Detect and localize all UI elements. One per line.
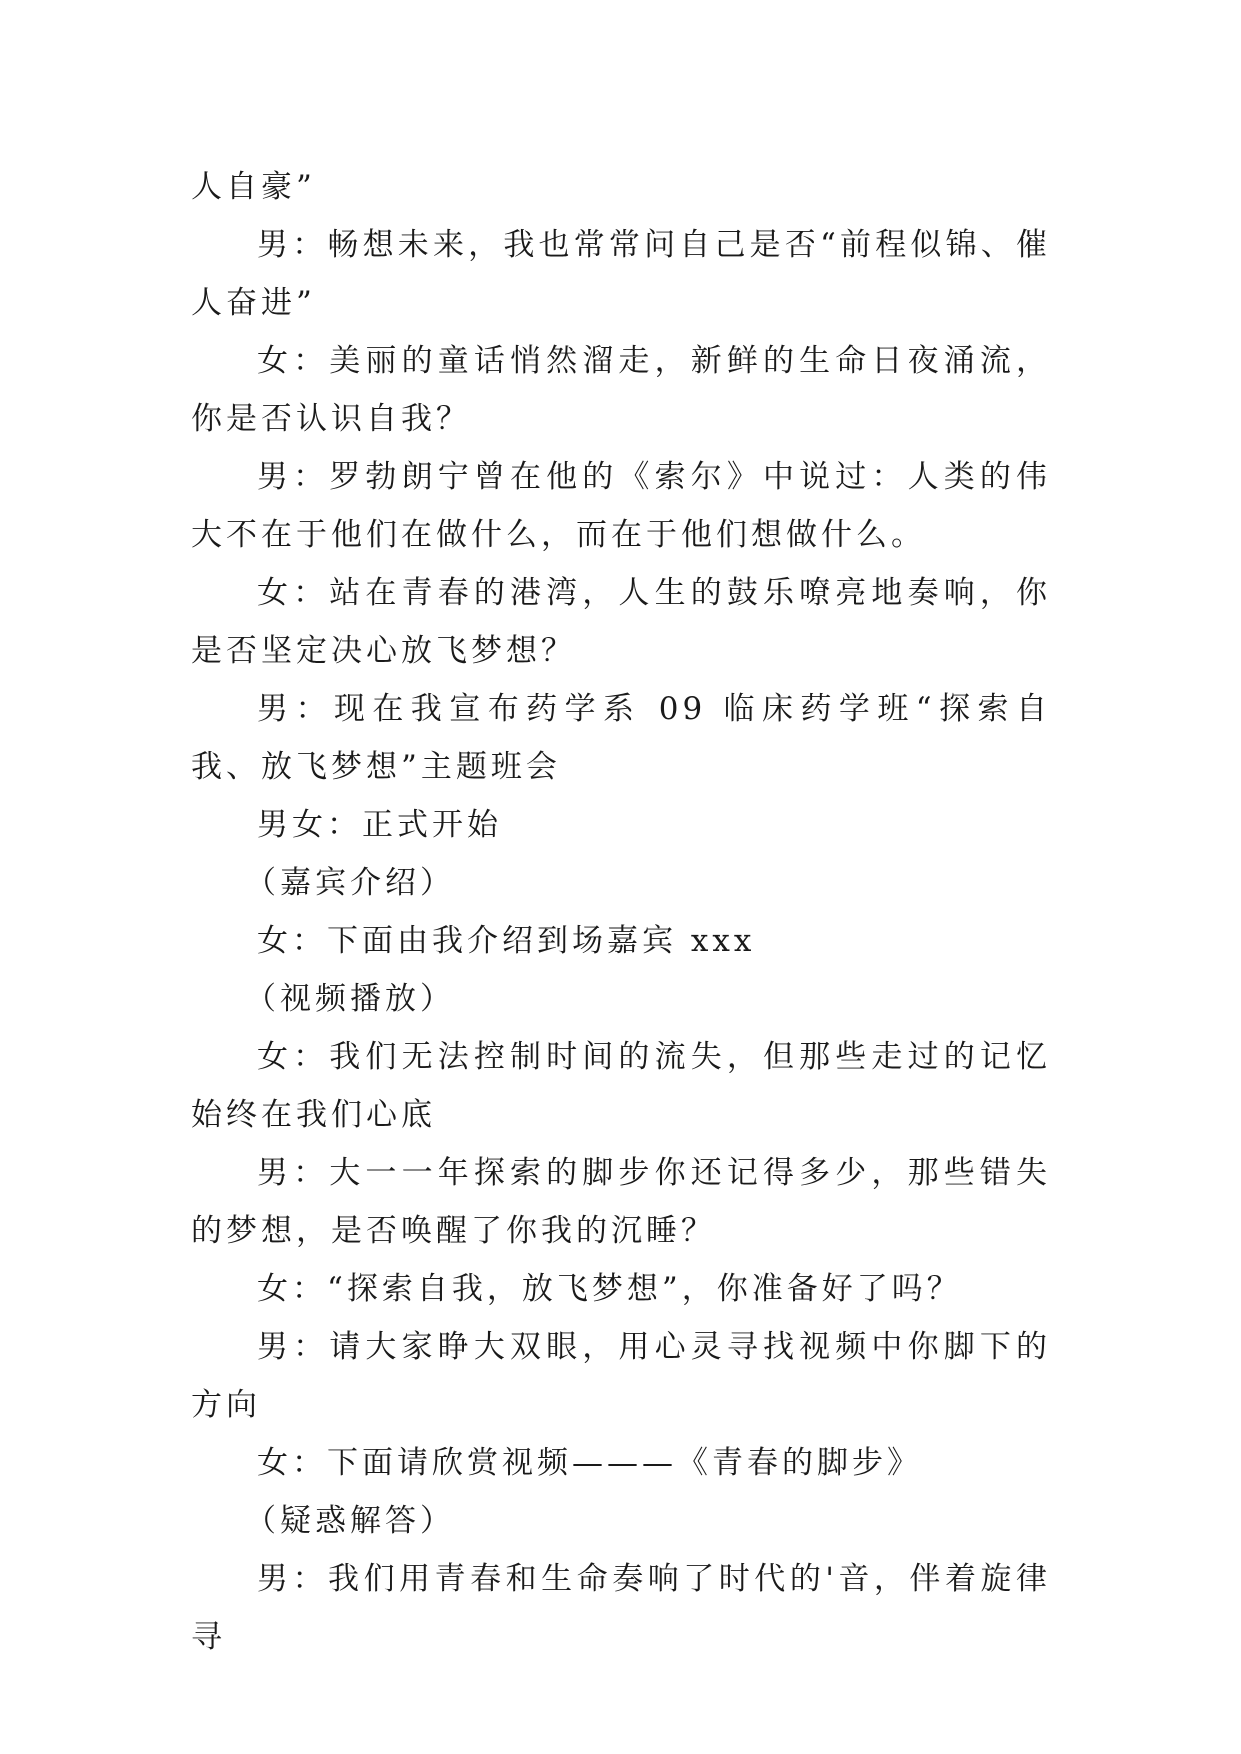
paragraph-female-line: 女：下面请欣赏视频———《青春的脚步》 bbox=[257, 1445, 922, 1481]
paragraph-both-line: 男女：正式开始 bbox=[257, 807, 502, 843]
paragraph-female-line: 女：美丽的童话悄然溜走，新鲜的生命日夜涌流，你是否认识自我？ bbox=[191, 343, 1051, 437]
paragraph-male-line: 男：现在我宣布药学系 09 临床药学班“探索自我、放飞梦想”主题班会 bbox=[191, 691, 1051, 785]
paragraph-male-line: 男：请大家睁大双眼，用心灵寻找视频中你脚下的方向 bbox=[191, 1329, 1051, 1423]
paragraph-female-line: 女：下面由我介绍到场嘉宾 xxx bbox=[257, 923, 756, 959]
document-body bbox=[191, 158, 1051, 1666]
section-heading-guest-intro: （嘉宾介绍） bbox=[245, 865, 455, 901]
section-heading-video: （视频播放） bbox=[245, 981, 455, 1017]
paragraph-male-line: 男：畅想未来，我也常常问自己是否“前程似锦、催人奋进” bbox=[191, 227, 1051, 321]
section-heading-qa: （疑惑解答） bbox=[245, 1503, 455, 1539]
paragraph-continuation: 人自豪” bbox=[191, 169, 316, 205]
paragraph-male-line: 男：我们用青春和生命奏响了时代的'音，伴着旋律寻 bbox=[191, 1561, 1051, 1655]
paragraph-female-line: 女：我们无法控制时间的流失，但那些走过的记忆始终在我们心底 bbox=[191, 1039, 1051, 1133]
paragraph-female-line: 女：站在青春的港湾，人生的鼓乐嘹亮地奏响，你是否坚定决心放飞梦想？ bbox=[191, 575, 1051, 669]
paragraph-male-line: 男：罗勃朗宁曾在他的《索尔》中说过：人类的伟大不在于他们在做什么，而在于他们想做什么。 bbox=[191, 459, 1051, 553]
paragraph-female-line: 女：“探索自我，放飞梦想”，你准备好了吗？ bbox=[257, 1271, 962, 1307]
paragraph-male-line: 男：大一一年探索的脚步你还记得多少，那些错失的梦想，是否唤醒了你我的沉睡？ bbox=[191, 1155, 1051, 1249]
